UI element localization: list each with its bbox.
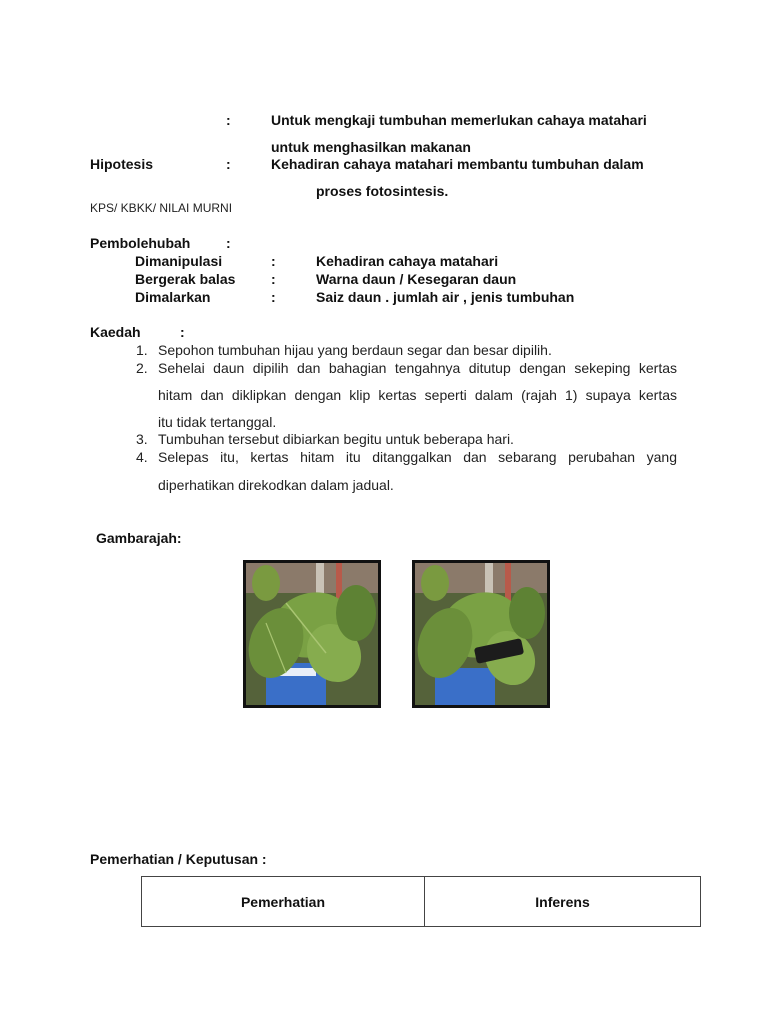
observation-heading: Pemerhatian / Keputusan : [90, 851, 267, 867]
plant-leaf-image [246, 563, 378, 705]
objective-line-1: Untuk mengkaji tumbuhan memerlukan cahaya matahari [271, 112, 647, 128]
variables-colon: : [226, 235, 231, 251]
variable-manipulated-label: Dimanipulasi [135, 253, 223, 269]
hypothesis-colon: : [226, 156, 231, 172]
objective-colon: : [226, 112, 231, 128]
variables-heading: Pembolehubah [90, 235, 191, 251]
method-step-1-num: 1. [136, 342, 148, 358]
plant-leaf-covered-image [415, 563, 547, 705]
plant-before-photo [243, 560, 381, 708]
variable-responding-value: Warna daun / Kesegaran daun [316, 271, 517, 287]
variable-constant-label: Dimalarkan [135, 289, 211, 305]
variable-manipulated-colon: : [271, 253, 276, 269]
hypothesis-line-1: Kehadiran cahaya matahari membantu tumbuhan dalam [271, 156, 644, 172]
table-header-inference: Inferens [425, 877, 701, 927]
method-step-2-num: 2. [136, 360, 148, 376]
hypothesis-label: Hipotesis [90, 156, 154, 172]
diagram-heading: Gambarajah: [96, 530, 182, 546]
variable-responding-label: Bergerak balas [135, 271, 236, 287]
variable-constant-colon: : [271, 289, 276, 305]
variable-responding-colon: : [271, 271, 276, 287]
method-step-3-num: 3. [136, 431, 148, 447]
method-step-4-line-2: diperhatikan direkodkan dalam jadual. [158, 477, 394, 493]
plant-with-black-paper-photo [412, 560, 550, 708]
method-step-2-line-3: itu tidak tertanggal. [158, 414, 277, 430]
kps-note: KPS/ KBKK/ NILAI MURNI [90, 201, 233, 215]
objective-line-2: untuk menghasilkan makanan [271, 139, 471, 155]
method-step-4-num: 4. [136, 449, 148, 465]
method-step-2-line-1: Sehelai daun dipilih dan bahagian tengahnya ditutup dengan sekeping kertas [158, 360, 677, 376]
method-colon: : [180, 324, 185, 340]
method-step-2-line-2: hitam dan diklipkan dengan klip kertas seperti dalam (rajah 1) supaya kertas [158, 387, 677, 403]
method-heading: Kaedah [90, 324, 141, 340]
method-step-3-line-1: Tumbuhan tersebut dibiarkan begitu untuk beberapa hari. [158, 431, 514, 447]
hypothesis-line-2: proses fotosintesis. [316, 183, 449, 199]
observation-table [141, 876, 701, 927]
method-step-4-line-1: Selepas itu, kertas hitam itu ditanggalkan dan sebarang perubahan yang [158, 449, 677, 465]
table-header-observation: Pemerhatian [142, 877, 425, 927]
variable-constant-value: Saiz daun . jumlah air , jenis tumbuhan [316, 289, 575, 305]
table-header-row [142, 877, 701, 927]
variable-manipulated-value: Kehadiran cahaya matahari [316, 253, 499, 269]
method-step-1-line-1: Sepohon tumbuhan hijau yang berdaun segar dan besar dipilih. [158, 342, 552, 358]
